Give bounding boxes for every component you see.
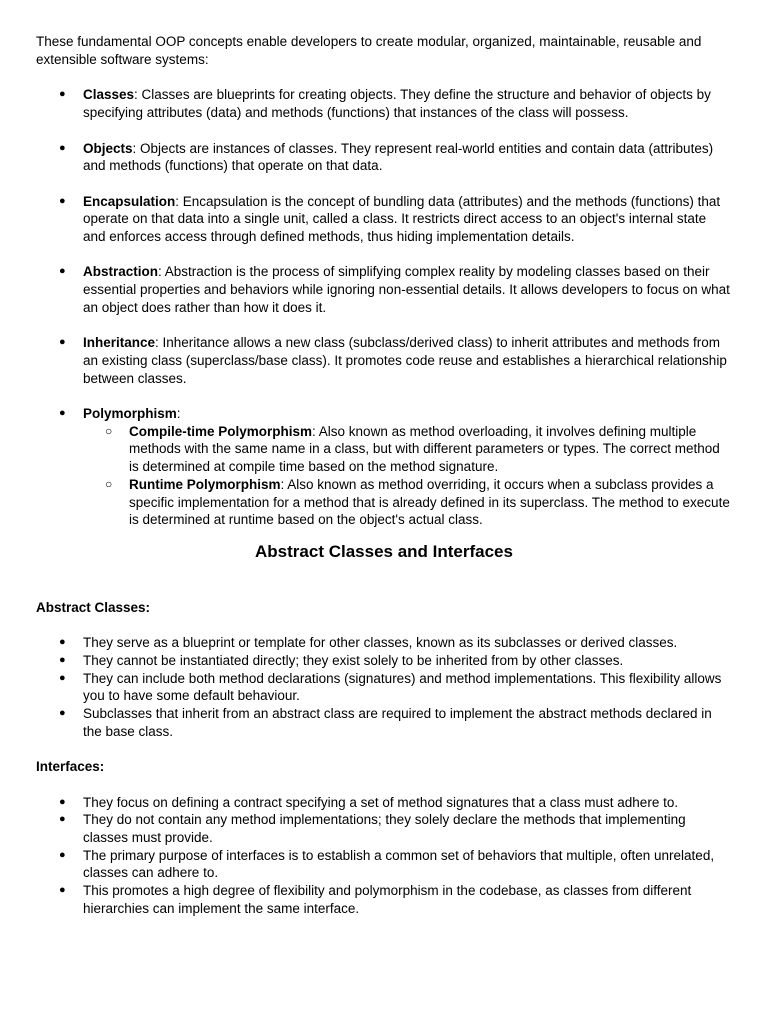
list-item bbox=[36, 847, 732, 882]
interfaces-list bbox=[36, 794, 732, 918]
list-item-classes bbox=[36, 86, 732, 121]
interfaces-heading: Interfaces: bbox=[36, 759, 105, 775]
abstract-classes-list bbox=[36, 634, 732, 740]
bullet-icon: ● bbox=[59, 194, 66, 207]
list-item-text: They cannot be instantiated directly; they exist solely to be inherited from by other classes. bbox=[83, 653, 624, 668]
definition-compile-time: : Also known as method overloading, it involves defining multiple methods with the same name in a class, but with different parameters or types. The correct method is determined at compile time based on the method signature. bbox=[129, 423, 720, 475]
list-item-encapsulation bbox=[36, 193, 732, 246]
definition-runtime: : Also known as method overriding, it occurs when a subclass provides a specific implementation for a method that is already defined in its superclass. The method to execute is determined at runtime based on the object's actual class. bbox=[129, 476, 730, 528]
bullet-icon: ● bbox=[59, 265, 66, 278]
term-compile-time: Compile-time Polymorphism bbox=[129, 423, 313, 439]
list-item bbox=[36, 794, 732, 812]
list-item-text: They serve as a blueprint or template for other classes, known as its subclasses or derived classes. bbox=[83, 635, 678, 651]
list-item-text: The primary purpose of interfaces is to establish a common set of behaviors that multiple, often unrelated, classes can adhere to. bbox=[83, 847, 715, 881]
circle-bullet-icon: ○ bbox=[105, 423, 113, 438]
term-polymorphism: Polymorphism bbox=[83, 405, 177, 421]
bullet-icon: ● bbox=[59, 141, 66, 154]
circle-bullet-icon: ○ bbox=[105, 476, 113, 491]
term-objects: Objects bbox=[83, 140, 133, 156]
sublist-item-runtime bbox=[83, 476, 732, 529]
definition-classes: : Classes are blueprints for creating objects. They define the structure and behavior of objects by specifying attributes (data) and methods (functions) that instances of the class will possess. bbox=[83, 87, 711, 121]
list-item-text: They do not contain any method implementations; they solely declare the methods that implementing classes must provide. bbox=[83, 812, 686, 845]
bullet-icon: ● bbox=[59, 88, 66, 101]
polymorphism-colon: : bbox=[176, 405, 181, 421]
list-item bbox=[36, 652, 732, 670]
list-item bbox=[36, 634, 732, 652]
bullet-icon: ● bbox=[59, 813, 66, 826]
list-item-text: Subclasses that inherit from an abstract class are required to implement the abstract methods declared in the base class. bbox=[83, 706, 712, 739]
oop-concepts-list bbox=[36, 86, 732, 529]
polymorphism-sublist bbox=[83, 423, 732, 529]
bullet-icon: ● bbox=[59, 636, 66, 649]
bullet-icon: ● bbox=[59, 707, 66, 720]
bullet-icon: ● bbox=[59, 795, 66, 808]
bullet-icon: ● bbox=[59, 336, 66, 349]
list-item bbox=[36, 705, 732, 740]
term-encapsulation: Encapsulation bbox=[83, 193, 176, 209]
term-runtime: Runtime Polymorphism bbox=[129, 476, 281, 492]
list-item-text: This promotes a high degree of flexibility and polymorphism in the codebase, as classes from different hierarchies can implement the same interface. bbox=[83, 883, 692, 916]
definition-encapsulation: : Encapsulation is the concept of bundling data (attributes) and the methods (functions) that operate on that data into a single unit, called a class. It restricts direct access to an object's internal state and enforces access through defined methods, thus hiding implementation details. bbox=[83, 193, 721, 244]
list-item-objects bbox=[36, 140, 732, 175]
list-item-text: They focus on defining a contract specifying a set of method signatures that a class must adhere to. bbox=[83, 794, 679, 810]
list-item-polymorphism bbox=[36, 405, 732, 529]
section-title: Abstract Classes and Interfaces bbox=[255, 541, 513, 561]
abstract-classes-heading: Abstract Classes: bbox=[36, 599, 151, 615]
list-item-text: They can include both method declarations (signatures) and method implementations. This flexibility allows you to have some default behaviour. bbox=[83, 670, 722, 704]
bullet-icon: ● bbox=[59, 884, 66, 897]
bullet-icon: ● bbox=[59, 406, 66, 419]
list-item-abstraction bbox=[36, 263, 732, 316]
bullet-icon: ● bbox=[59, 848, 66, 861]
bullet-icon: ● bbox=[59, 671, 66, 684]
term-abstraction: Abstraction bbox=[83, 264, 159, 280]
definition-objects: : Objects are instances of classes. They represent real-world entities and contain data (attributes) and methods (functions) that operate on that data. bbox=[83, 140, 714, 174]
list-item bbox=[36, 882, 732, 917]
intro-paragraph: These fundamental OOP concepts enable developers to create modular, organized, maintainable, reusable and extensible software systems: bbox=[36, 34, 702, 67]
definition-inheritance: : Inheritance allows a new class (subclass/derived class) to inherit attributes and methods from an existing class (superclass/base class). It promotes code reuse and establishes a hierarchical relationship between classes. bbox=[83, 335, 727, 386]
definition-abstraction: : Abstraction is the process of simplifying complex reality by modeling classes based on their essential properties and behaviors while ignoring non-essential details. It allows developers to focus on what an object does rather than how it does it. bbox=[83, 264, 730, 315]
list-item bbox=[36, 670, 732, 705]
list-item bbox=[36, 811, 732, 846]
sublist-item-compile-time bbox=[83, 423, 732, 476]
term-inheritance: Inheritance bbox=[83, 335, 156, 351]
bullet-icon: ● bbox=[59, 654, 66, 666]
term-classes: Classes bbox=[83, 87, 135, 103]
list-item-inheritance bbox=[36, 334, 732, 387]
